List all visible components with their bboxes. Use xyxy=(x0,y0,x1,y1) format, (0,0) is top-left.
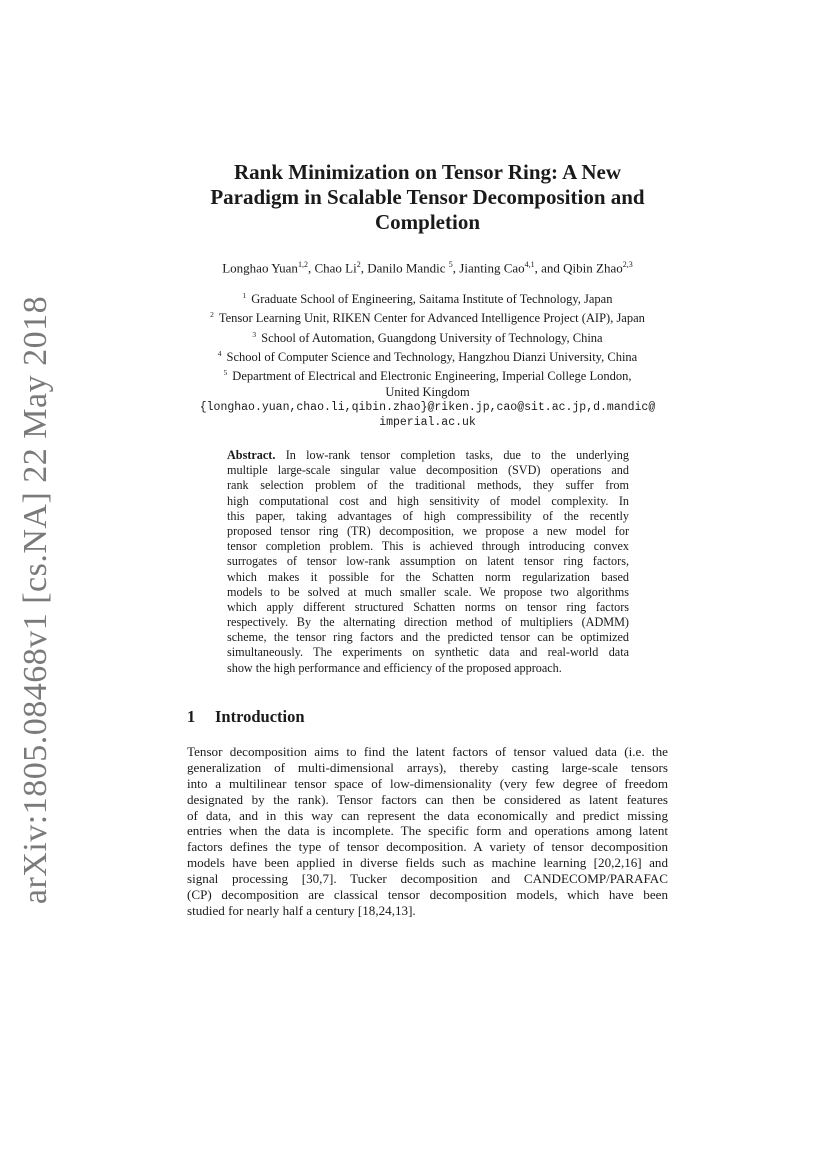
arxiv-id: arXiv:1805.08468v1 [cs.NA] 22 May 2018 xyxy=(17,295,54,905)
abstract-line: respectively. By the alternating direction method of multipliers (ADMM) xyxy=(227,615,629,630)
paragraph-line: entries when the data is incomplete. The specific form and operations among latent xyxy=(187,823,668,839)
abstract-line: tensor completion problem. This is achieved through introducing convex xyxy=(227,539,629,554)
paragraph-line: (CP) decomposition are classical tensor decomposition models, which have been xyxy=(187,887,668,903)
affiliation-sup: 5 xyxy=(223,368,228,378)
paragraph-line: studied for nearly half a century [18,24,13]. xyxy=(187,902,416,918)
affiliation-text: United Kingdom xyxy=(385,384,470,399)
affiliation xyxy=(150,327,705,346)
affiliations xyxy=(150,288,705,430)
abstract-line: high computational cost and high sensitivity of model complexity. In xyxy=(227,493,629,508)
affiliation-text: School of Automation, Guangdong University of Technology, China xyxy=(261,330,603,345)
abstract-label: Abstract. xyxy=(227,448,276,462)
paragraph-line: models have been applied in diverse fields such as machine learning [20,2,16] and xyxy=(187,855,668,871)
abstract-line: surrogates of tensor low-rank assumption on latent tensor ring factors, xyxy=(227,554,629,569)
affiliation-text: Graduate School of Engineering, Saitama Institute of Technology, Japan xyxy=(251,292,613,307)
author-list xyxy=(150,260,705,276)
author-affil-sup: 2 xyxy=(356,260,361,269)
author-name: Qibin Zhao xyxy=(563,260,623,276)
affiliation-text: Department of Electrical and Electronic Engineering, Imperial College London, xyxy=(232,369,632,384)
abstract-line: rank selection problem of the traditional methods, they suffer from xyxy=(227,478,629,493)
affiliation xyxy=(150,385,705,400)
abstract-line: proposed tensor ring (TR) decomposition, we propose a new model for xyxy=(227,523,629,538)
section-heading xyxy=(187,707,305,727)
abstract-line xyxy=(227,448,629,463)
section-number: 1 xyxy=(187,707,196,726)
abstract-line: scheme, the tensor ring factors and the predicted tensor can be optimized xyxy=(227,630,629,645)
title-line: Completion xyxy=(375,210,480,234)
introduction-paragraph xyxy=(187,744,668,919)
affiliation-sup: 4 xyxy=(217,349,222,359)
author-name: Chao Li xyxy=(314,260,357,276)
author-separator: , and xyxy=(534,260,564,276)
affiliation-text: School of Computer Science and Technology, Hangzhou Dianzi University, China xyxy=(226,350,638,365)
abstract-line: show the high performance and efficiency of the proposed approach. xyxy=(227,660,562,675)
abstract xyxy=(227,448,629,676)
abstract-text: In low-rank tensor completion tasks, due to the underlying xyxy=(275,448,629,462)
abstract-line: simultaneously. The experiments on synthetic data and real-world data xyxy=(227,645,629,660)
affiliation xyxy=(150,365,705,384)
affiliation-sup: 1 xyxy=(242,291,247,300)
author-separator: , xyxy=(452,260,460,276)
author-affil-sup: 5 xyxy=(448,260,453,269)
author-separator: , xyxy=(360,260,368,276)
paragraph-line: Tensor decomposition aims to find the latent factors of tensor valued data (i.e. the xyxy=(187,744,668,759)
abstract-line: multiple large-scale singular value decomposition (SVD) operations and xyxy=(227,463,629,478)
section-title: Introduction xyxy=(215,707,305,726)
affiliation xyxy=(150,346,705,365)
affiliation-sup: 2 xyxy=(210,310,214,320)
abstract-line: which apply different structured Schatten norms on tensor ring factors xyxy=(227,599,629,614)
paragraph-line: of data, and in this way can represent the data economically and predict missing xyxy=(187,807,668,823)
paragraph-line: designated by the rank). Tensor factors can then be considered as latent features xyxy=(187,791,668,807)
title-line: Rank Minimization on Tensor Ring: A New xyxy=(233,160,621,184)
paragraph-line: signal processing [30,7]. Tucker decomposition and CANDECOMP/PARAFAC xyxy=(187,871,668,887)
affiliation xyxy=(150,307,705,326)
affiliation xyxy=(150,288,705,307)
affiliation-sup: 3 xyxy=(252,329,257,339)
author-name: Danilo Mandic xyxy=(367,260,449,276)
author-name: Longhao Yuan xyxy=(222,260,298,276)
affiliation-text: Tensor Learning Unit, RIKEN Center for Advanced Intelligence Project (AIP), Japan xyxy=(218,311,645,326)
title-line: Paradigm in Scalable Tensor Decomposition and xyxy=(210,185,645,209)
author-affil-sup: 4,1 xyxy=(524,260,535,269)
email-line: {longhao.yuan,chao.li,qibin.zhao}@riken.jp,cao@sit.ac.jp,d.mandic@ xyxy=(199,401,656,414)
paper-title xyxy=(150,160,705,235)
email-line: imperial.ac.uk xyxy=(379,416,476,430)
paragraph-line: generalization of multi-dimensional arrays), thereby casting large-scale tensors xyxy=(187,759,668,775)
abstract-line: which makes it possible for the Schatten norm regularization based xyxy=(227,569,629,584)
author-affil-sup: 1,2 xyxy=(297,260,308,269)
author-affil-sup: 2,3 xyxy=(622,260,633,269)
author-separator: , xyxy=(307,260,315,276)
abstract-line: this paper, taking advantages of high compressibility of the recently xyxy=(227,508,629,523)
paragraph-line: factors defines the type of tensor decomposition. A variety of tensor decomposition xyxy=(187,839,668,855)
abstract-line: models to be solved at much smaller scale. We propose two algorithms xyxy=(227,584,629,599)
author-name: Jianting Cao xyxy=(459,260,525,276)
paragraph-line: into a multilinear tensor space of low-dimensionality (very few degree of freedom xyxy=(187,775,668,791)
